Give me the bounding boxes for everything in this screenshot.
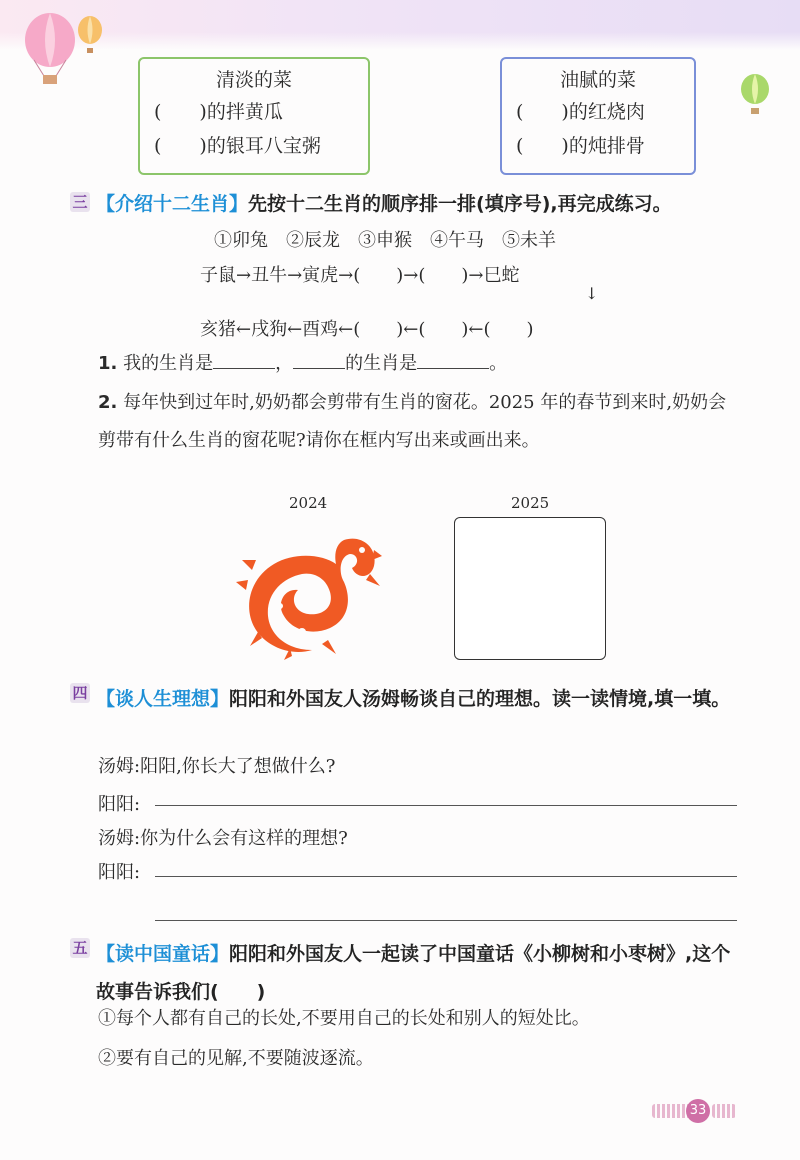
dragon-papercut-image: [232, 520, 382, 660]
dialogue-yangyang-label: 阳阳:: [98, 794, 141, 815]
answer-line[interactable]: [155, 920, 737, 921]
question-2-text: 每年快到过年时,奶奶都会剪带有生肖的窗花。2025 年的春节到来时,奶奶会剪带有什么生肖的窗花呢?请你在框内写出来或画出来。: [98, 392, 727, 451]
box-item: ( )的银耳八宝粥: [154, 135, 321, 157]
question-number: 1.: [98, 353, 118, 374]
box-title: 清淡的菜: [215, 69, 292, 91]
box-item: ( )的炖排骨: [516, 135, 645, 157]
page-decoration: [712, 1104, 736, 1118]
year-label: 2024: [289, 494, 328, 512]
dialogue-tom-2: 汤姆:你为什么会有这样的理想?: [98, 828, 348, 849]
option-1: ①每个人都有自己的长处,不要用自己的长处和别人的短处比。: [98, 1008, 590, 1029]
q1-text: 。: [489, 353, 508, 374]
section-tag: 【谈人生理想】: [96, 688, 230, 710]
box-item: ( )的拌黄瓜: [154, 101, 283, 123]
page-number: 33: [686, 1099, 710, 1123]
answer-line[interactable]: [155, 805, 737, 806]
page-decoration: [652, 1104, 690, 1118]
question-1: [98, 345, 507, 383]
section-number: 五: [70, 938, 90, 958]
question-2: [98, 384, 738, 460]
box-item: ( )的红烧肉: [516, 101, 645, 123]
dialogue-tom-1: 汤姆:阳阳,你长大了想做什么?: [98, 756, 336, 777]
q1-text: 的生肖是: [345, 353, 418, 374]
answer-blank[interactable]: [213, 350, 275, 369]
section-heading: [96, 680, 746, 718]
section-heading: [96, 189, 672, 216]
section-instruction: 阳阳和外国友人汤姆畅谈自己的理想。读一读情境,填一填。: [229, 688, 731, 710]
drawing-box[interactable]: [454, 517, 606, 660]
section-tag: 【介绍十二生肖】: [96, 193, 249, 215]
balloon-icon: [736, 72, 776, 120]
question-number: 2.: [98, 392, 118, 413]
section-number: 四: [70, 683, 90, 703]
light-dishes-box: [138, 57, 370, 175]
answer-blank[interactable]: [293, 350, 345, 369]
section-tag: 【读中国童话】: [96, 943, 230, 965]
zodiac-options: ①卯兔 ②辰龙 ③申猴 ④午马 ⑤未羊: [214, 230, 556, 251]
section-instruction: 阳阳和外国友人一起读了中国童话《小柳树和小枣树》,这个故事告诉我们( ): [96, 943, 731, 1003]
balloon-icon: [10, 8, 105, 88]
box-title: 油腻的菜: [559, 69, 636, 91]
greasy-dishes-box: [500, 57, 696, 175]
zodiac-row-2: 亥猪←戌狗←酉鸡←( )←( )←( ): [200, 319, 534, 340]
zodiac-row-1: 子鼠→丑牛→寅虎→( )→( )→巳蛇: [200, 265, 520, 286]
section-number: 三: [70, 192, 90, 212]
q1-text: 我的生肖是: [123, 353, 214, 374]
year-label: 2025: [511, 494, 550, 512]
header-band: [0, 0, 800, 50]
section-instruction: 先按十二生肖的顺序排一排(填序号),再完成练习。: [248, 193, 672, 215]
dialogue-yangyang-label: 阳阳:: [98, 862, 141, 883]
q1-text: ，: [275, 353, 294, 374]
answer-line[interactable]: [155, 876, 737, 877]
answer-blank[interactable]: [417, 350, 489, 369]
option-2: ②要有自己的见解,不要随波逐流。: [98, 1048, 374, 1069]
down-arrow: ↓: [585, 284, 599, 303]
